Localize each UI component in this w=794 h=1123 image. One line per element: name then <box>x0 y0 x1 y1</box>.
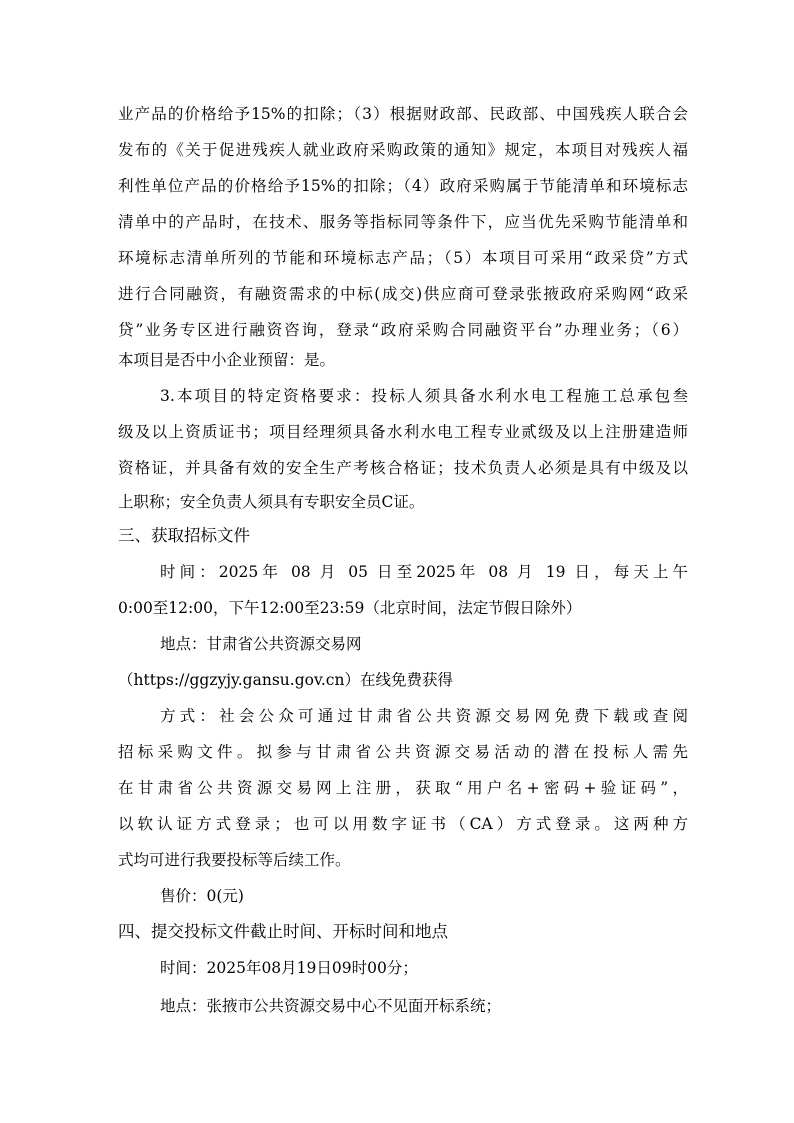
paragraph-line: 式均可进行我要投标等后续工作。 <box>118 851 351 869</box>
paragraph-line: 环境标志清单所列的节能和环境标志产品；（5）本项目可采用“政采贷”方式 <box>118 249 688 267</box>
obtain-time: 时间：2025年 08 月 05 日至2025年 08 月 19 日，每天上午 <box>160 563 688 581</box>
price: 售价：0(元) <box>160 887 244 905</box>
section-heading-submission-deadline: 四、提交投标文件截止时间、开标时间和地点 <box>118 922 448 941</box>
obtain-url: （https://ggzyjy.gansu.gov.cn）在线免费获得 <box>118 671 453 689</box>
paragraph-line: 本项目是否中小企业预留：是。 <box>118 351 336 369</box>
paragraph-line: 清单中的产品时，在技术、服务等指标同等条件下，应当优先采购节能清单和 <box>118 213 688 231</box>
section-heading-obtain-documents: 三、获取招标文件 <box>118 526 250 545</box>
paragraph-line: 资格证，并具备有效的安全生产考核合格证；技术负责人必须是具有中级及以 <box>118 459 688 477</box>
paragraph-line: 业产品的价格给予15%的扣除；（3）根据财政部、民政部、中国残疾人联合会 <box>118 105 688 123</box>
opening-location: 地点：张掖市公共资源交易中心不见面开标系统； <box>160 997 502 1015</box>
qualification-requirements: 3.本项目的特定资格要求：投标人须具备水利水电工程施工总承包叁 <box>160 387 688 405</box>
paragraph-line: 级及以上资质证书；项目经理须具备水利水电工程专业贰级及以上注册建造师 <box>118 423 688 441</box>
paragraph-line: 以软认证方式登录；也可以用数字证书（CA）方式登录。这两种方 <box>118 815 688 833</box>
paragraph-line: 在甘肃省公共资源交易网上注册，获取“用户名+密码+验证码”， <box>118 779 688 797</box>
paragraph-line: 利性单位产品的价格给予15%的扣除；（4）政府采购属于节能清单和环境标志 <box>118 177 688 195</box>
deadline-time: 时间：2025年08月19日09时00分； <box>160 959 418 977</box>
obtain-location: 地点：甘肃省公共资源交易网 <box>160 635 362 653</box>
paragraph-line: 贷”业务专区进行融资咨询，登录“政府采购合同融资平台”办理业务；（6） <box>118 321 688 339</box>
paragraph-line: 进行合同融资，有融资需求的中标(成交)供应商可登录张掖政府采购网“政采 <box>118 285 688 303</box>
obtain-time-hours: 0:00至12:00，下午12:00至23:59（北京时间，法定节假日除外） <box>118 599 582 617</box>
paragraph-line: 发布的《关于促进残疾人就业政府采购政策的通知》规定，本项目对残疾人福 <box>118 141 688 159</box>
obtain-method: 方式：社会公众可通过甘肃省公共资源交易网免费下载或查阅 <box>160 707 688 725</box>
paragraph-line: 上职称；安全负责人须具有专职安全员C证。 <box>118 493 425 511</box>
paragraph-line: 招标采购文件。拟参与甘肃省公共资源交易活动的潜在投标人需先 <box>118 743 688 761</box>
